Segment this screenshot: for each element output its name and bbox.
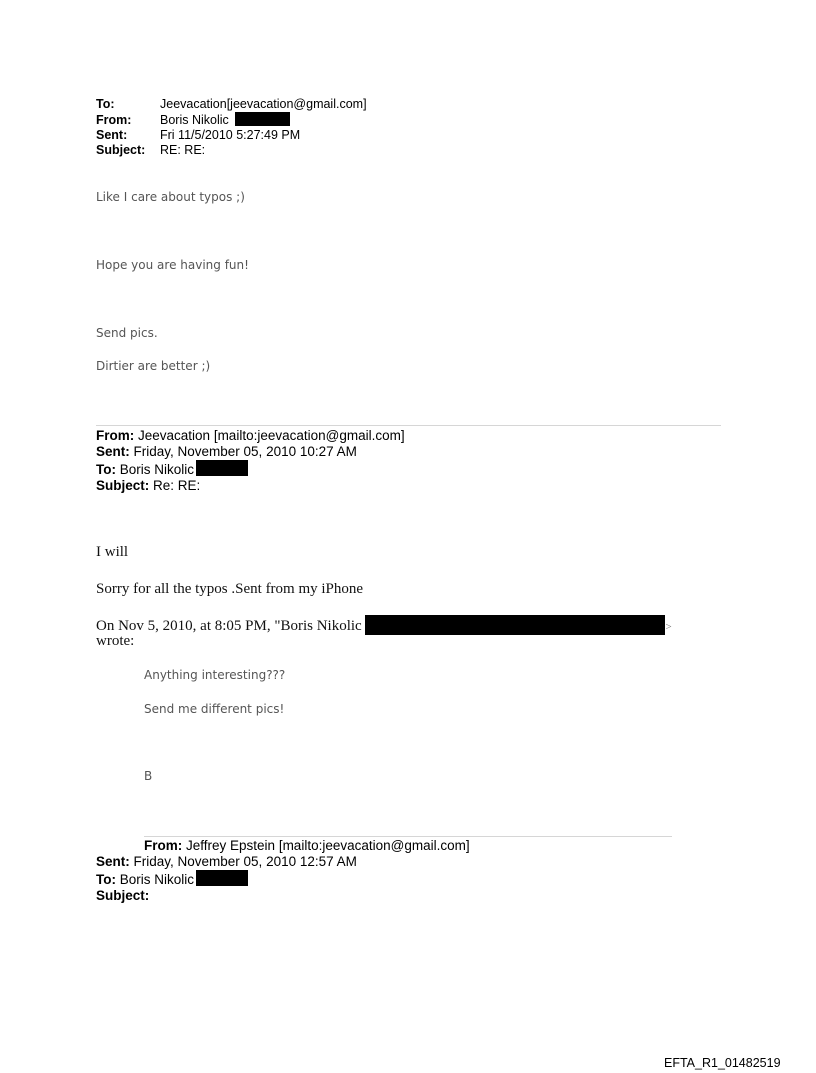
message-line: Dirtier are better ;) [96, 359, 211, 373]
subject-label: Subject: [96, 143, 146, 157]
message-line: Like I care about typos ;) [96, 190, 245, 204]
subject-value: Re: RE: [153, 478, 201, 493]
subject-row [96, 888, 357, 904]
to-label: To: [96, 462, 116, 477]
sent-row [96, 128, 367, 143]
to-value: Boris Nikolic [119, 462, 195, 477]
from-row [144, 838, 470, 854]
quoted-line: B [144, 769, 153, 783]
to-row [96, 97, 367, 112]
to-label: To: [96, 872, 116, 887]
subject-value: RE: RE: [160, 143, 206, 157]
quote-intro [96, 615, 672, 635]
redaction-bar [196, 870, 248, 886]
sent-label: Sent: [96, 444, 130, 459]
message-line: Hope you are having fun! [96, 258, 249, 272]
subject-label: Subject: [96, 478, 150, 493]
quoted-line: Anything interesting??? [144, 668, 286, 682]
quote-intro-text: On Nov 5, 2010, at 8:05 PM, "Boris Nikolic [96, 618, 362, 634]
document-id: EFTA_R1_01482519 [664, 1056, 781, 1070]
sent-value: Fri 11/5/2010 5:27:49 PM [160, 128, 301, 142]
to-row [96, 460, 405, 478]
from-label: From: [96, 428, 135, 443]
redaction-bar [196, 460, 248, 476]
quoted-line: Send me different pics! [144, 702, 285, 716]
from-label: From: [144, 838, 183, 853]
from-value: Jeevacation [mailto:jeevacation@gmail.com] [138, 428, 405, 443]
quote-intro-end: > [665, 621, 672, 633]
subject-label: Subject: [96, 888, 150, 903]
sent-label: Sent: [96, 854, 130, 869]
to-row [96, 870, 357, 888]
message-line: Send pics. [96, 326, 158, 340]
from-value: Jeffrey Epstein [mailto:jeevacation@gmail.com] [186, 838, 470, 853]
sent-row [96, 444, 405, 460]
subject-row [96, 478, 405, 494]
to-value: Boris Nikolic [119, 872, 195, 887]
sent-value: Friday, November 05, 2010 12:57 AM [133, 854, 357, 869]
message-line: I will [96, 544, 129, 560]
redaction-bar [365, 615, 665, 635]
separator-line [144, 836, 672, 837]
message-line: Sorry for all the typos .Sent from my iPhone [96, 581, 364, 597]
subject-row [96, 143, 367, 158]
top-email-header [96, 97, 367, 158]
redaction-bar [235, 112, 290, 126]
sent-value: Friday, November 05, 2010 10:27 AM [133, 444, 357, 459]
from-row [96, 428, 405, 444]
forwarded-header [96, 428, 405, 494]
to-label: To: [96, 97, 115, 111]
to-value: Jeevacation[jeevacation@gmail.com] [160, 97, 367, 111]
forwarded-header-rest [96, 854, 357, 904]
from-label: From: [96, 113, 132, 127]
separator-line [96, 425, 721, 426]
from-row [96, 112, 367, 128]
from-value: Boris Nikolic [160, 113, 229, 127]
sent-row [96, 854, 357, 870]
sent-label: Sent: [96, 128, 128, 142]
quote-intro-wrote: wrote: [96, 633, 135, 649]
